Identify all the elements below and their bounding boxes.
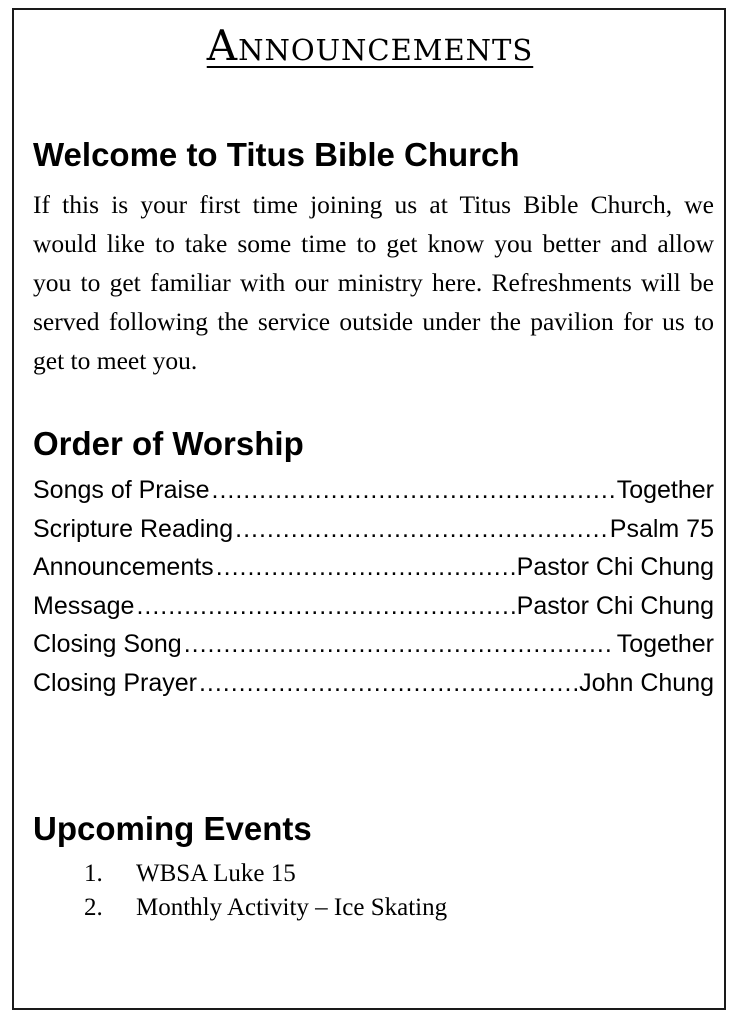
page-title bbox=[0, 20, 740, 72]
order-of-worship-heading: Order of Worship bbox=[33, 425, 304, 462]
event-text: Monthly Activity – Ice Skating bbox=[136, 894, 448, 921]
upcoming-events-list bbox=[84, 860, 447, 928]
worship-item: Closing Song bbox=[33, 630, 182, 658]
dot-leader bbox=[216, 553, 515, 582]
event-text: WBSA Luke 15 bbox=[136, 860, 296, 887]
worship-item: Songs of Praise bbox=[33, 476, 210, 504]
worship-row bbox=[33, 553, 714, 592]
worship-leader: Together bbox=[616, 476, 714, 504]
worship-item: Announcements bbox=[33, 553, 214, 581]
worship-leader: Together bbox=[616, 630, 714, 658]
dot-leader bbox=[184, 630, 615, 659]
worship-row bbox=[33, 669, 714, 708]
worship-leader: John Chung bbox=[579, 668, 714, 697]
worship-item: Scripture Reading bbox=[33, 514, 234, 543]
worship-leader: Pastor Chi Chung bbox=[516, 553, 714, 581]
worship-row bbox=[33, 592, 714, 631]
dot-leader bbox=[212, 476, 615, 505]
event-number: 2. bbox=[84, 894, 103, 921]
event-number: 1. bbox=[84, 860, 103, 887]
dot-leader bbox=[199, 669, 577, 698]
welcome-paragraph: If this is your first time joining us at Titus Bible Church, we would like to take some time to get know you better and allow you to get familiar with our ministry here. Refreshments will be served following the service outside under the pavilion for us to get to meet you. bbox=[33, 190, 714, 375]
worship-item: Message bbox=[33, 591, 135, 620]
worship-row bbox=[33, 515, 714, 554]
worship-leader: Pastor Chi Chung bbox=[516, 591, 714, 620]
worship-row bbox=[33, 476, 714, 515]
page-title-text: Announcements bbox=[206, 21, 534, 70]
worship-leader: Psalm 75 bbox=[609, 514, 714, 543]
dot-leader bbox=[136, 592, 514, 621]
event-item bbox=[84, 860, 447, 894]
welcome-heading: Welcome to Titus Bible Church bbox=[33, 136, 520, 173]
event-item bbox=[84, 894, 447, 928]
dot-leader bbox=[235, 515, 608, 544]
worship-item: Closing Prayer bbox=[33, 668, 197, 697]
upcoming-events-heading: Upcoming Events bbox=[33, 810, 312, 847]
order-of-worship-list bbox=[33, 476, 714, 707]
worship-row bbox=[33, 630, 714, 669]
